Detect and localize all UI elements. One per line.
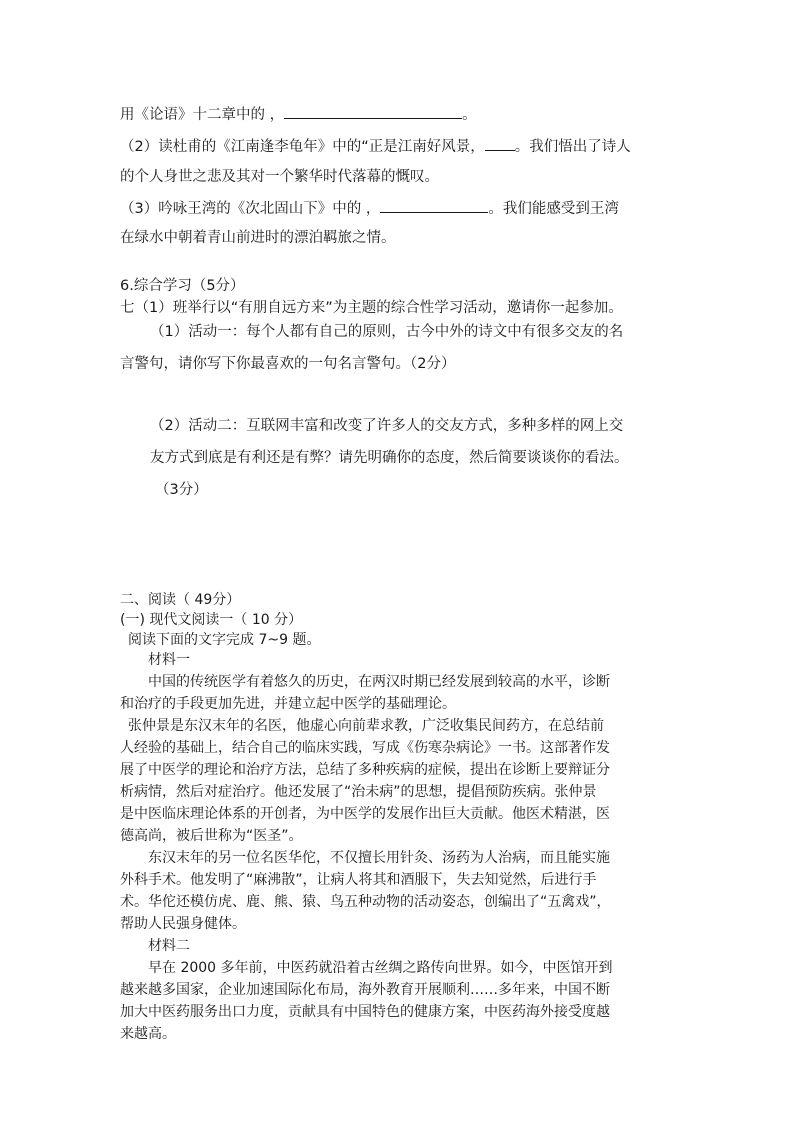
material-two-p1-line4: 来越高。 — [120, 1026, 176, 1042]
material-one-p2-line1: 张仲景是东汉末年的名医，他虚心向前辈求教，广泛收集民间药方，在总结前 — [128, 718, 604, 734]
material-one-p3-line3: 术。华佗还模仿虎、鹿、熊、猿、鸟五种动物的活动姿态，创编出了“五禽戏”， — [120, 894, 611, 910]
answer-blank[interactable] — [485, 136, 515, 151]
reading-subheading: (一) 现代文阅读一（ 10 分） — [120, 612, 303, 628]
material-one-p2-line5: 是中医临床理论体系的开创者，为中医学的发展作出巨大贡献。他医术精湛，医 — [120, 806, 610, 822]
material-one-p2-line3: 展了中医学的理论和治疗方法，总结了多种疾病的症候，提出在诊断上要辩证分 — [120, 762, 610, 778]
q6-activity2-line2: 友方式到底是有利还是有弊？请先明确你的态度，然后简要谈谈你的看法。 — [150, 450, 629, 466]
material-one-p3-line1: 东汉末年的另一位名医华佗，不仅擅长用针灸、汤药为人治病，而且能实施 — [148, 850, 610, 866]
material-two-p1-line1: 早在 2000 多年前，中医药就沿着古丝绸之路传向世界。如今，中医馆开到 — [148, 960, 613, 976]
reading-heading: 二、阅读（ 49分） — [120, 592, 241, 608]
q5-line4-text: （3）吟咏王湾的《次北固山下》中的 ， — [120, 201, 381, 217]
q6-activity1-line1: （1）活动一：每个人都有自己的原则，古今中外的诗文中有很多交友的名 — [150, 324, 624, 340]
material-two-title: 材料二 — [148, 938, 190, 954]
q5-line4-end: 。我们能感受到王湾 — [488, 201, 619, 217]
q5-line1-end: 。 — [462, 107, 477, 123]
q5-line5: 在绿水中朝着青山前进时的漂泊羁旅之情。 — [120, 230, 396, 246]
material-one-p1-line2: 和治疗的手段更加先进，并建立起中医学的基础理论。 — [120, 696, 456, 712]
reading-instruction: 阅读下面的文字完成 7~9 题。 — [128, 632, 321, 648]
material-one-p2-line6: 德高尚，被后世称为“医圣”。 — [120, 828, 303, 844]
q5-line2-end: 。我们悟出了诗人 — [514, 139, 631, 155]
q6-activity1-line2: 言警句，请你写下你最喜欢的一句名言警句。（2分） — [120, 356, 456, 372]
answer-blank[interactable] — [284, 104, 462, 119]
material-one-title: 材料一 — [148, 652, 190, 668]
material-two-p1-line3: 加大中医药服务出口力度，贡献具有中国特色的健康方案，中医药海外接受度越 — [120, 1004, 610, 1020]
material-two-p1-line2: 越来越多国家，企业加速国际化布局，海外教育开展顺利……多年来，中国不断 — [120, 982, 610, 998]
material-one-p3-line2: 外科手术。他发明了“麻沸散”，让病人将其和酒服下，失去知觉然，后进行手 — [120, 872, 597, 888]
q5-line3: 的个人身世之悲及其对一个繁华时代落幕的慨叹。 — [120, 169, 439, 185]
material-one-p1-line1: 中国的传统医学有着悠久的历史，在两汉时期已经发展到较高的水平，诊断 — [148, 674, 610, 690]
answer-blank[interactable] — [380, 198, 488, 213]
q5-line2-text: （2）读杜甫的《江南逢李龟年》中的“正是江南好风景， — [120, 139, 485, 155]
material-one-p2-line2: 人经验的基础上，结合自己的临床实践，写成《伤寒杂病论》一书。这部著作发 — [120, 740, 610, 756]
q6-activity2-line3: （3分） — [155, 482, 208, 498]
q5-line4 — [120, 198, 619, 219]
q6-heading: 6.综合学习（5分） — [120, 278, 245, 294]
material-one-p3-line4: 帮助人民强身健体。 — [120, 916, 246, 932]
q5-line1 — [120, 104, 477, 125]
q6-intro: 七（1）班举行以“有朋自远方来”为主题的综合性学习活动，邀请你一起参加。 — [120, 300, 623, 316]
material-one-p2-line4: 析病情，然后对症治疗。他还发展了“治未病”的思想，提倡预防疾病。张仲景 — [120, 784, 597, 800]
q5-line1-text: 用《论语》十二章中的 ， — [120, 107, 285, 123]
q6-activity2-line1: （2）活动二：互联网丰富和改变了许多人的交友方式，多种多样的网上交 — [150, 418, 624, 434]
q5-line2 — [120, 136, 631, 157]
